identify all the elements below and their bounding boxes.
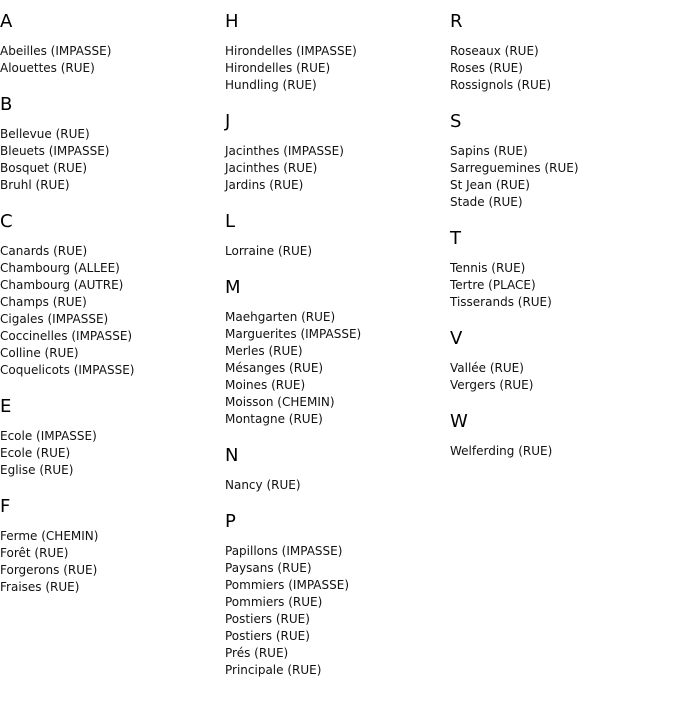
section-letter-heading: H xyxy=(225,11,239,32)
street-list xyxy=(0,417,225,485)
street-list xyxy=(450,432,675,466)
street-link[interactable]: Pommiers (RUE) xyxy=(225,595,323,609)
street-link[interactable]: Postiers (RUE) xyxy=(225,629,310,643)
letter-section xyxy=(0,0,225,83)
street-link[interactable]: Canards (RUE) xyxy=(0,244,88,258)
section-letter-heading: B xyxy=(0,94,13,115)
street-link[interactable]: Abeilles (IMPASSE) xyxy=(0,44,112,58)
letter-section xyxy=(0,200,225,385)
street-link[interactable]: Sapins (RUE) xyxy=(450,144,528,158)
letter-section xyxy=(450,217,675,317)
street-list xyxy=(225,232,450,266)
street-link[interactable]: Bellevue (RUE) xyxy=(0,127,90,141)
street-link[interactable]: Tennis (RUE) xyxy=(450,261,526,275)
street-link[interactable]: Vallée (RUE) xyxy=(450,361,524,375)
letter-section xyxy=(225,100,450,200)
street-link[interactable]: Moines (RUE) xyxy=(225,378,306,392)
street-link[interactable]: Prés (RUE) xyxy=(225,646,289,660)
street-list xyxy=(450,32,675,100)
street-link[interactable]: Tertre (PLACE) xyxy=(450,278,536,292)
section-letter-heading: W xyxy=(450,411,468,432)
street-link[interactable]: Chambourg (ALLEE) xyxy=(0,261,120,275)
letter-section xyxy=(450,400,675,466)
street-list xyxy=(0,32,225,83)
street-link[interactable]: Vergers (RUE) xyxy=(450,378,534,392)
street-link[interactable]: Ecole (RUE) xyxy=(0,446,71,460)
street-link[interactable]: Jacinthes (IMPASSE) xyxy=(225,144,344,158)
street-link[interactable]: Jardins (RUE) xyxy=(225,178,304,192)
street-list xyxy=(450,249,675,317)
street-list xyxy=(0,517,225,602)
street-link[interactable]: Ferme (CHEMIN) xyxy=(0,529,99,543)
street-link[interactable]: Bruhl (RUE) xyxy=(0,178,70,192)
street-link[interactable]: Nancy (RUE) xyxy=(225,478,301,492)
street-link[interactable]: Fraises (RUE) xyxy=(0,580,80,594)
street-link[interactable]: Chambourg (AUTRE) xyxy=(0,278,124,292)
section-letter-heading: S xyxy=(450,111,462,132)
street-link[interactable]: Ecole (IMPASSE) xyxy=(0,429,97,443)
section-letter-heading: M xyxy=(225,277,241,298)
section-letter-heading: C xyxy=(0,211,13,232)
letter-section xyxy=(450,100,675,217)
section-letter-heading: P xyxy=(225,511,236,532)
street-link[interactable]: Bosquet (RUE) xyxy=(0,161,88,175)
directory-column xyxy=(225,0,450,685)
letter-section xyxy=(0,83,225,200)
street-list xyxy=(0,115,225,200)
street-link[interactable]: Cigales (IMPASSE) xyxy=(0,312,109,326)
street-link[interactable]: Eglise (RUE) xyxy=(0,463,74,477)
street-link[interactable]: Welferding (RUE) xyxy=(450,444,553,458)
section-letter-heading: L xyxy=(225,211,236,232)
street-link[interactable]: Roseaux (RUE) xyxy=(450,44,539,58)
section-letter-heading: J xyxy=(225,111,231,132)
street-link[interactable]: Pommiers (IMPASSE) xyxy=(225,578,349,592)
section-letter-heading: R xyxy=(450,11,463,32)
directory-column xyxy=(450,0,675,466)
section-letter-heading: F xyxy=(0,496,11,517)
street-link[interactable]: Paysans (RUE) xyxy=(225,561,312,575)
street-link[interactable]: Bleuets (IMPASSE) xyxy=(0,144,110,158)
street-link[interactable]: Hirondelles (RUE) xyxy=(225,61,331,75)
street-link[interactable]: Stade (RUE) xyxy=(450,195,523,209)
street-link[interactable]: Tisserands (RUE) xyxy=(450,295,552,309)
street-link[interactable]: Hundling (RUE) xyxy=(225,78,317,92)
section-letter-heading: T xyxy=(450,228,461,249)
street-list xyxy=(225,532,450,685)
letter-section xyxy=(225,0,450,100)
street-link[interactable]: Coccinelles (IMPASSE) xyxy=(0,329,133,343)
street-list xyxy=(225,466,450,500)
street-link[interactable]: Alouettes (RUE) xyxy=(0,61,95,75)
street-list xyxy=(225,298,450,434)
street-link[interactable]: Roses (RUE) xyxy=(450,61,523,75)
section-letter-heading: E xyxy=(0,396,12,417)
letter-section xyxy=(225,200,450,266)
street-link[interactable]: Principale (RUE) xyxy=(225,663,322,677)
street-link[interactable]: Rossignols (RUE) xyxy=(450,78,552,92)
street-link[interactable]: Postiers (RUE) xyxy=(225,612,310,626)
letter-section xyxy=(225,266,450,434)
letter-section xyxy=(450,0,675,100)
section-letter-heading: A xyxy=(0,11,13,32)
street-link[interactable]: Forgerons (RUE) xyxy=(0,563,98,577)
street-list xyxy=(450,349,675,400)
directory-column xyxy=(0,0,225,602)
street-link[interactable]: Marguerites (IMPASSE) xyxy=(225,327,362,341)
street-link[interactable]: Champs (RUE) xyxy=(0,295,87,309)
letter-section xyxy=(0,385,225,485)
street-link[interactable]: Merles (RUE) xyxy=(225,344,303,358)
letter-section xyxy=(0,485,225,602)
street-link[interactable]: Mésanges (RUE) xyxy=(225,361,324,375)
street-link[interactable]: Lorraine (RUE) xyxy=(225,244,313,258)
section-letter-heading: V xyxy=(450,328,463,349)
letter-section xyxy=(450,317,675,400)
street-link[interactable]: Coquelicots (IMPASSE) xyxy=(0,363,135,377)
street-link[interactable]: Moisson (CHEMIN) xyxy=(225,395,335,409)
street-list xyxy=(0,232,225,385)
section-letter-heading: N xyxy=(225,445,239,466)
street-link[interactable]: Maehgarten (RUE) xyxy=(225,310,336,324)
street-link[interactable]: Colline (RUE) xyxy=(0,346,79,360)
street-list xyxy=(225,132,450,200)
street-list xyxy=(225,32,450,100)
street-link[interactable]: Jacinthes (RUE) xyxy=(225,161,318,175)
street-link[interactable]: Forêt (RUE) xyxy=(0,546,69,560)
street-link[interactable]: Papillons (IMPASSE) xyxy=(225,544,343,558)
letter-section xyxy=(225,500,450,685)
letter-section xyxy=(225,434,450,500)
street-link[interactable]: Hirondelles (IMPASSE) xyxy=(225,44,357,58)
street-link[interactable]: Montagne (RUE) xyxy=(225,412,323,426)
street-link[interactable]: Sarreguemines (RUE) xyxy=(450,161,579,175)
street-link[interactable]: St Jean (RUE) xyxy=(450,178,530,192)
street-list xyxy=(450,132,675,217)
